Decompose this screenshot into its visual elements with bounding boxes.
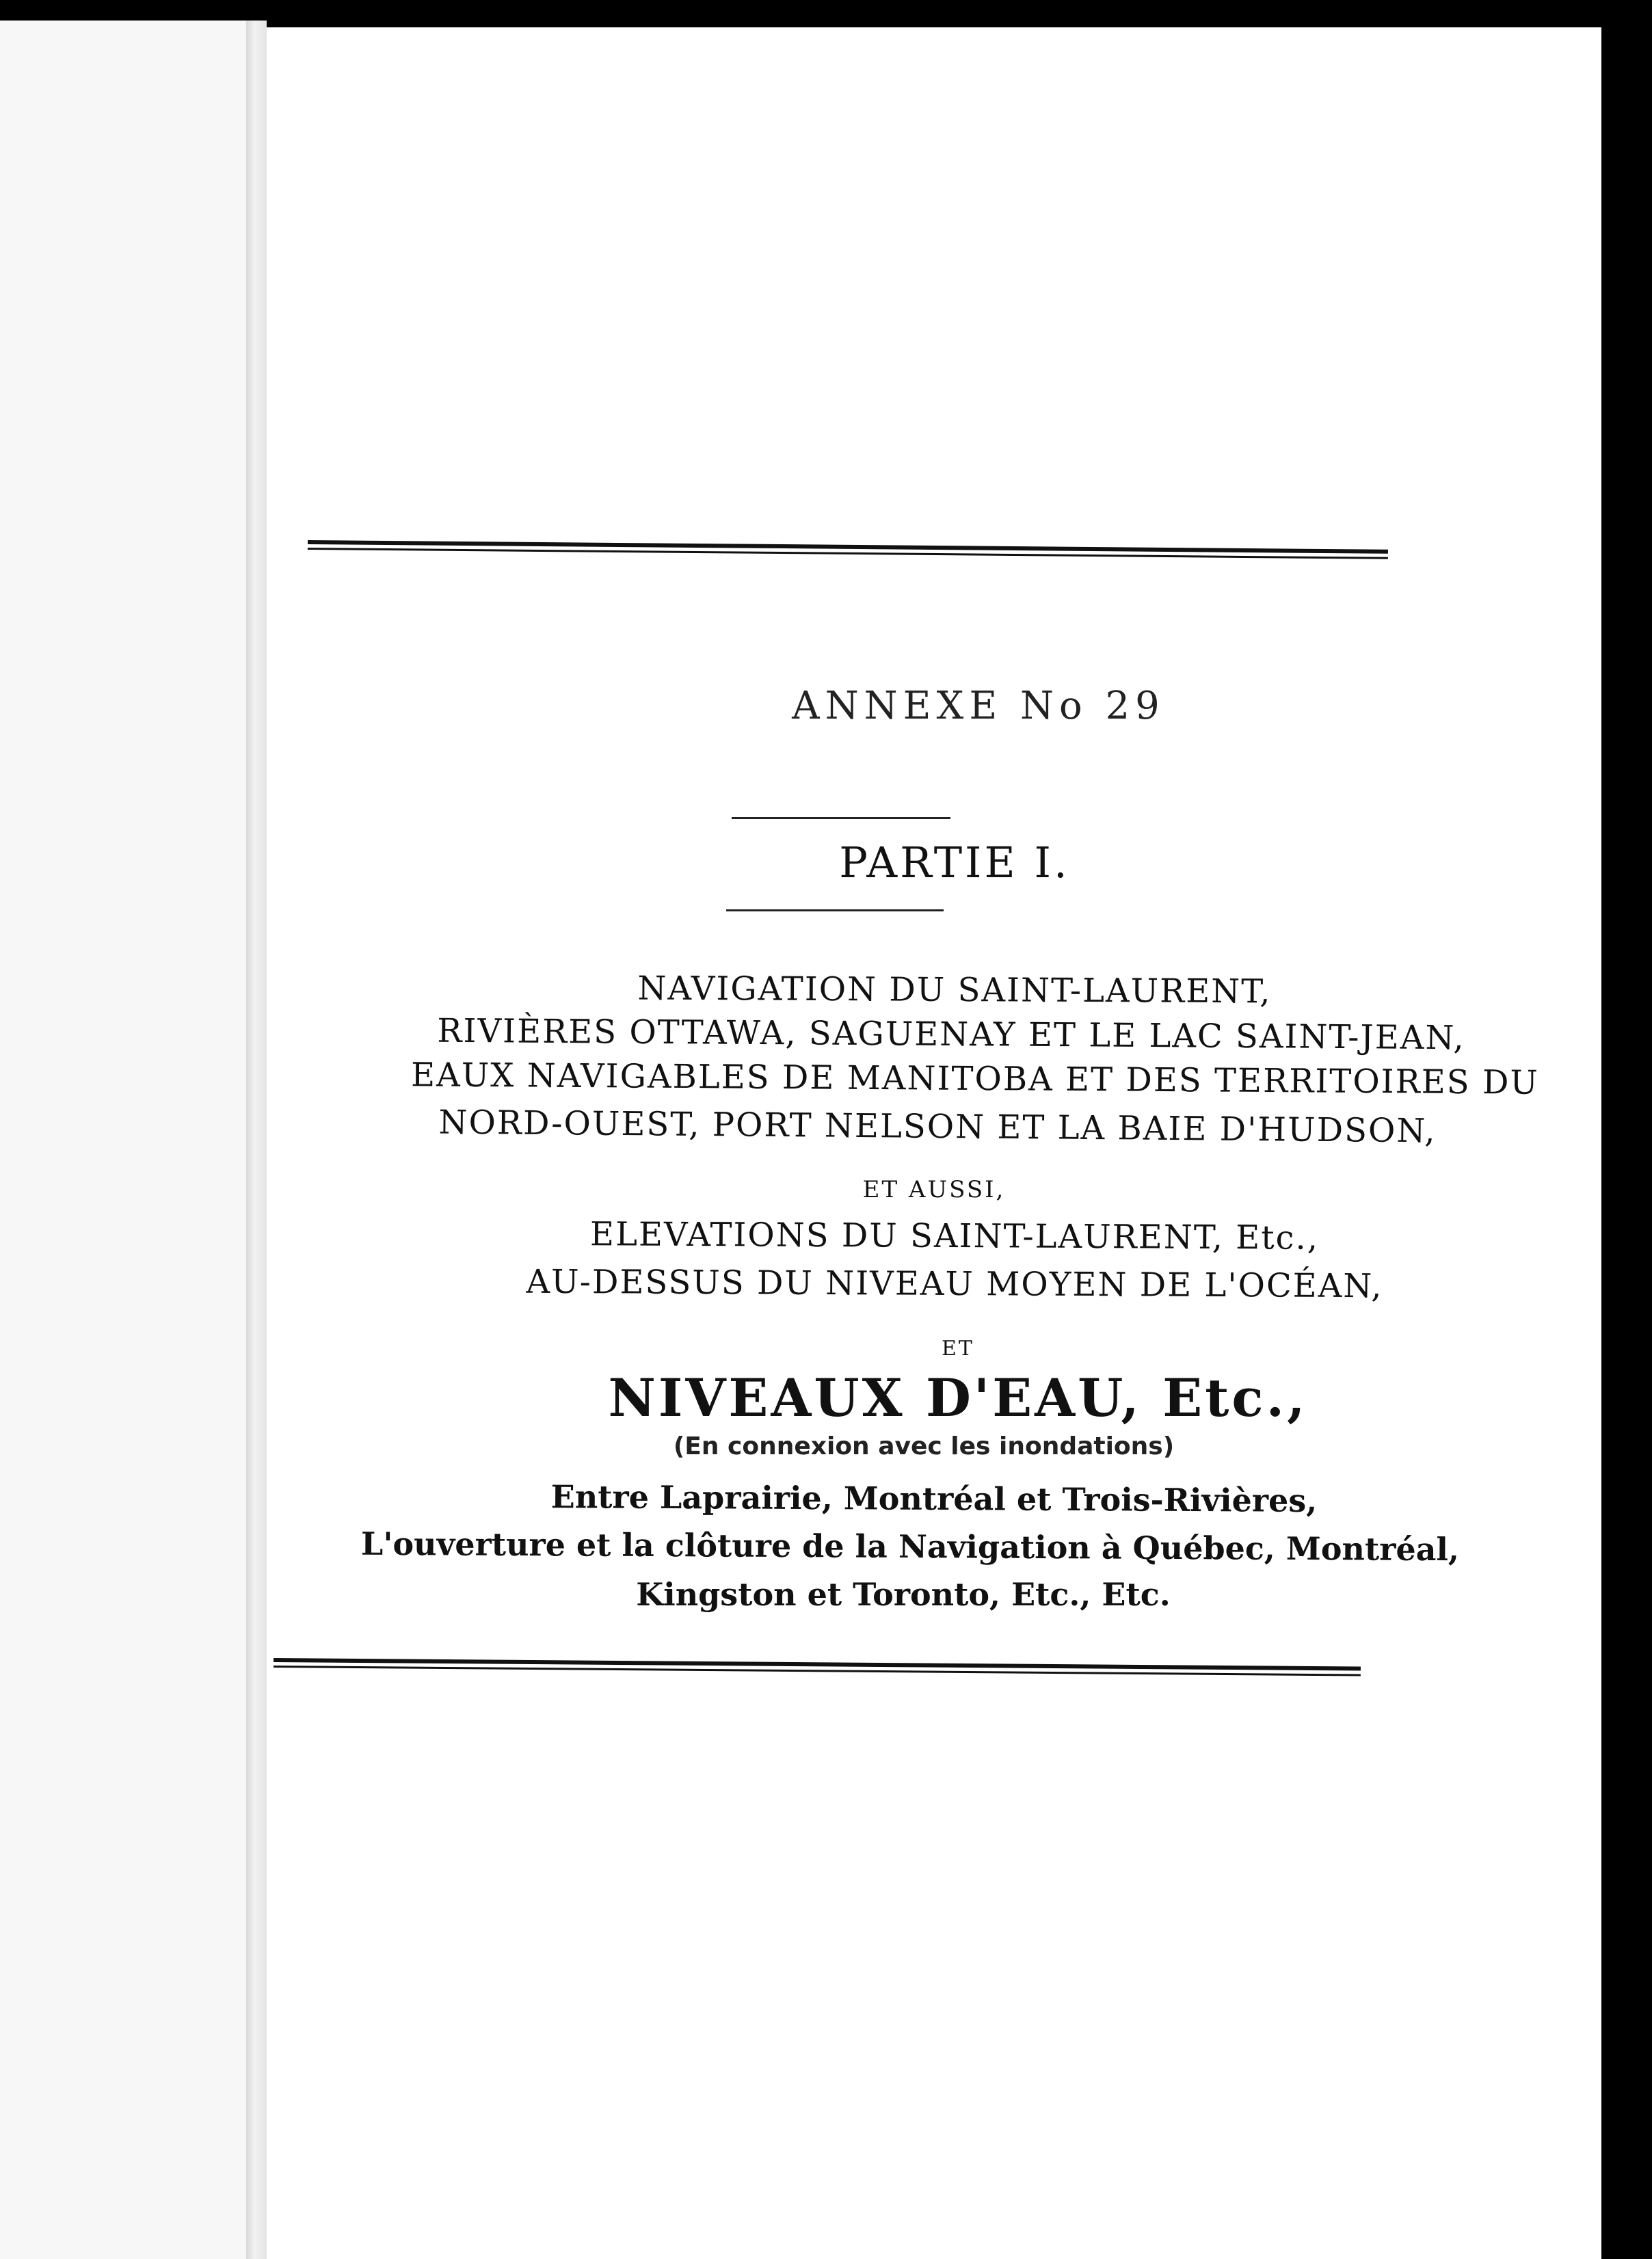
rule-below-partie [726,909,944,911]
annexe-number: ANNEXE No 29 [792,684,1165,728]
detail-line: Kingston et Toronto, Etc., Etc. [636,1576,1171,1613]
partie-heading: PARTIE I. [839,838,1070,887]
title-line: RIVIÈRES OTTAWA, SAGUENAY ET LE LAC SAINT-JEAN, [437,1011,1465,1058]
elevations-line: AU-DESSUS DU NIVEAU MOYEN DE L'OCÉAN, [526,1262,1383,1306]
title-line: EAUX NAVIGABLES DE MANITOBA ET DES TERRITOIRES DU [410,1056,1540,1102]
book-spine [246,21,267,2259]
title-line: NAVIGATION DU SAINT-LAURENT, [637,969,1272,1011]
detail-line: Entre Laprairie, Montréal et Trois-Rivières, [550,1478,1318,1519]
rule-above-partie [732,817,950,819]
title-line: NORD-OUEST, PORT NELSON ET LA BAIE D'HUDSON, [438,1103,1437,1151]
left-page-blank [0,21,246,2259]
inondations-note: (En connexion avec les inondations) [673,1432,1175,1460]
et-connector: ET [942,1337,974,1361]
et-aussi: ET AUSSI, [862,1176,1006,1203]
detail-line: L'ouverture et la clôture de la Navigation à Québec, Montréal, [360,1525,1460,1568]
elevations-line: ELEVATIONS DU SAINT-LAURENT, Etc., [589,1215,1320,1257]
niveaux-heading: NIVEAUX D'EAU, Etc., [608,1367,1308,1428]
